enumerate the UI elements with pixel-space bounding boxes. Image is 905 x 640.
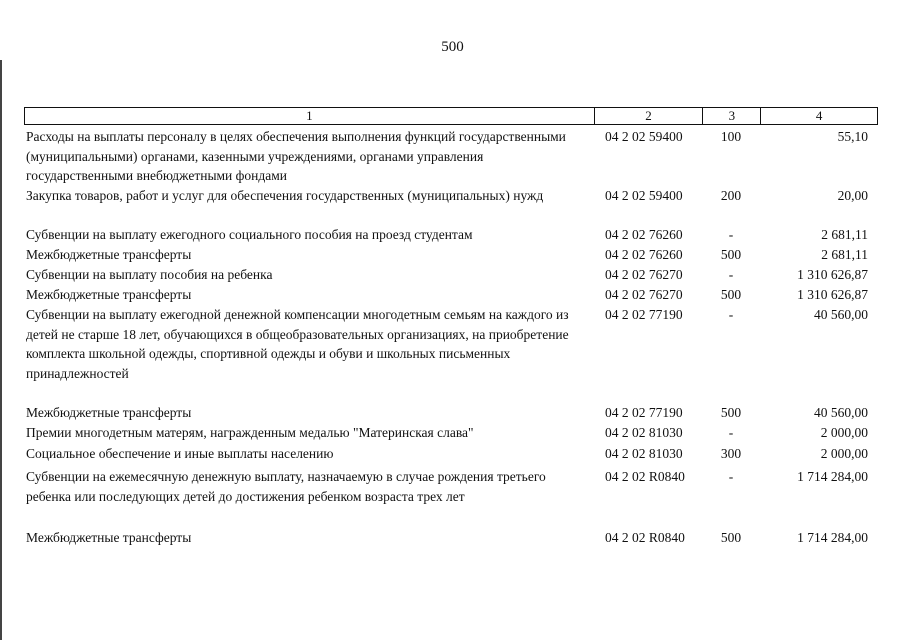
row-description: Межбюджетные трансферты <box>26 287 192 302</box>
header-col-4: 4 <box>815 108 823 123</box>
row-amount: 1 714 284,00 <box>797 469 868 484</box>
table-header <box>24 107 878 125</box>
row-code: 04 2 02 R0840 <box>605 530 685 545</box>
row-amount: 1 310 626,87 <box>797 287 868 302</box>
row-expense-type: - <box>728 425 734 440</box>
header-col-1: 1 <box>25 108 595 124</box>
row-code: 04 2 02 76270 <box>605 287 683 302</box>
row-code: 04 2 02 76270 <box>605 267 683 282</box>
row-description: Межбюджетные трансферты <box>26 405 192 420</box>
row-code: 04 2 02 76260 <box>605 227 683 242</box>
row-amount: 2 681,11 <box>821 247 868 262</box>
page-number: 500 <box>441 39 464 55</box>
row-amount: 2 000,00 <box>820 425 868 440</box>
row-expense-type: 500 <box>720 247 742 262</box>
row-amount: 1 714 284,00 <box>797 530 868 545</box>
row-description: Субвенции на ежемесячную денежную выплату, назначаемую в случае рождения третьего ребенка или последующих детей до достижения ребенком возраста трех лет <box>26 469 546 504</box>
row-description: Субвенции на выплату ежегодной денежной компенсации многодетным семьям на каждого из детей не старше 18 лет, обучающихся в общеобразовательных организациях, на приобретение комплекта школьной одежды, спортивной одежды и обуви и школьных письменных принадлежностей <box>26 307 569 381</box>
row-amount: 2 000,00 <box>820 446 868 461</box>
header-col-2: 2 <box>595 108 704 124</box>
row-code: 04 2 02 81030 <box>605 425 683 440</box>
row-expense-type: - <box>728 227 734 242</box>
row-description: Субвенции на выплату ежегодного социального пособия на проезд студентам <box>26 227 473 242</box>
row-expense-type: - <box>728 267 734 282</box>
row-code: 04 2 02 59400 <box>605 188 683 203</box>
row-code: 04 2 02 77190 <box>605 307 683 322</box>
row-amount: 55,10 <box>837 129 868 144</box>
row-description: Премии многодетным матерям, награжденным медалью "Материнская слава" <box>26 425 474 440</box>
row-amount: 40 560,00 <box>814 405 868 420</box>
row-description: Социальное обеспечение и иные выплаты населению <box>26 446 334 461</box>
row-code: 04 2 02 76260 <box>605 247 683 262</box>
row-expense-type: 300 <box>720 446 742 461</box>
row-expense-type: 200 <box>720 188 742 203</box>
header-col-3: 3 <box>703 108 761 124</box>
row-code: 04 2 02 77190 <box>605 405 683 420</box>
row-expense-type: 500 <box>720 287 742 302</box>
row-description: Закупка товаров, работ и услуг для обеспечения государственных (муниципальных) нужд <box>26 188 544 203</box>
row-amount: 20,00 <box>837 188 868 203</box>
row-expense-type: 500 <box>720 530 742 545</box>
row-amount: 1 310 626,87 <box>797 267 868 282</box>
page-edge-line <box>0 60 2 640</box>
row-amount: 2 681,11 <box>821 227 868 242</box>
row-expense-type: - <box>728 469 734 484</box>
row-description: Межбюджетные трансферты <box>26 247 192 262</box>
row-description: Расходы на выплаты персоналу в целях обеспечения выполнения функций государственными (муниципальными) органами, казенными учреждениями, органами управления государственными внебюджетными фондами <box>26 129 566 183</box>
row-code: 04 2 02 R0840 <box>605 469 685 484</box>
row-expense-type: 500 <box>720 405 742 420</box>
row-expense-type: - <box>728 307 734 322</box>
row-code: 04 2 02 59400 <box>605 129 683 144</box>
row-description: Межбюджетные трансферты <box>26 530 192 545</box>
row-description: Субвенции на выплату пособия на ребенка <box>26 267 273 282</box>
row-expense-type: 100 <box>720 129 742 144</box>
row-code: 04 2 02 81030 <box>605 446 683 461</box>
row-amount: 40 560,00 <box>814 307 868 322</box>
